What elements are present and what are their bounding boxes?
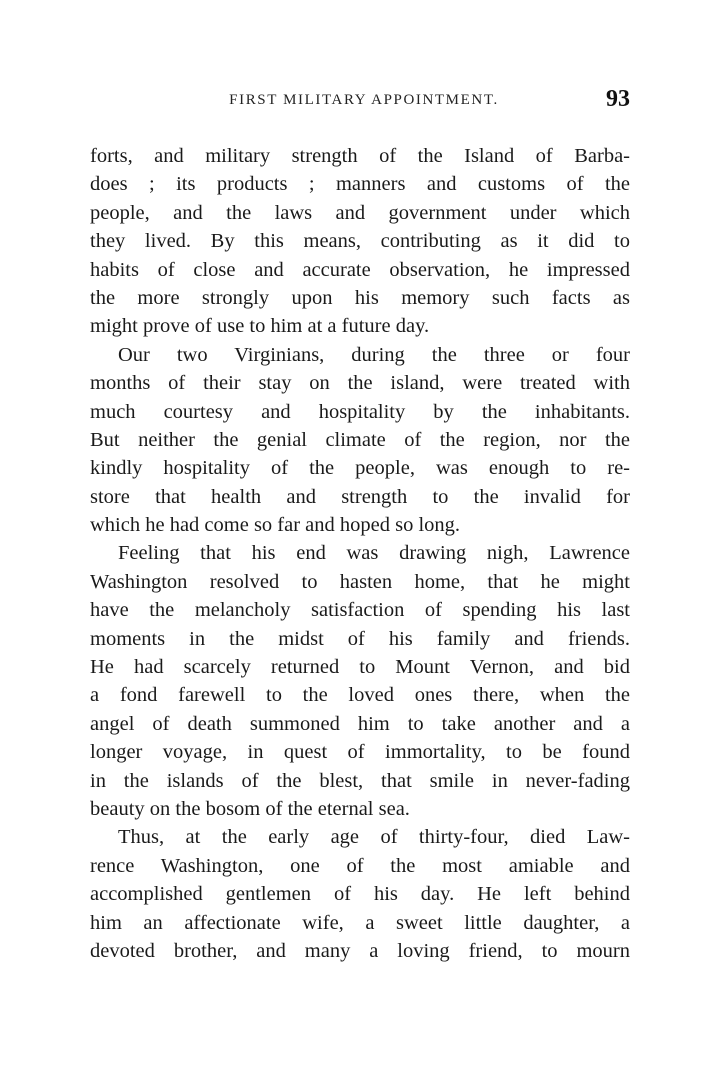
text-line: Washington resolved to hasten home, that he might [90, 570, 630, 593]
text-line: But neither the genial climate of the region, nor the [90, 428, 630, 451]
text-line: accomplished gentlemen of his day. He left behind [90, 883, 630, 906]
text-line: months of their stay on the island, were treated with [90, 372, 630, 395]
body-text [90, 142, 630, 965]
text-line: might prove of use to him at a future day. [90, 315, 430, 338]
text-line: much courtesy and hospitality by the inhabitants. [90, 400, 630, 423]
paragraph-first-line: Our two Virginians, during the three or four [118, 343, 630, 366]
text-line: store that health and strength to the invalid for [90, 485, 630, 508]
paragraph-first-line: Thus, at the early age of thirty-four, died Law- [118, 826, 630, 849]
text-line: in the islands of the blest, that smile in never-fading [90, 769, 630, 792]
text-line: rence Washington, one of the most amiable and [90, 854, 630, 877]
text-line: beauty on the bosom of the eternal sea. [90, 797, 410, 820]
text-line: which he had come so far and hoped so long. [90, 514, 461, 537]
text-line: kindly hospitality of the people, was enough to re- [90, 457, 630, 480]
text-line: He had scarcely returned to Mount Vernon, and bid [90, 656, 630, 679]
text-line: have the melancholy satisfaction of spending his last [90, 599, 630, 622]
paragraph-first-line: Feeling that his end was drawing nigh, Lawrence [118, 542, 630, 565]
text-line: people, and the laws and government under which [90, 201, 630, 224]
text-line: habits of close and accurate observation, he impressed [90, 258, 630, 281]
text-line: they lived. By this means, contributing as it did to [90, 230, 630, 253]
text-line: him an affectionate wife, a sweet little daughter, a [90, 911, 630, 934]
running-title: FIRST MILITARY APPOINTMENT. [229, 92, 499, 108]
book-page [90, 86, 630, 965]
page-number: 93 [606, 86, 630, 112]
text-line: the more strongly upon his memory such facts as [90, 286, 630, 309]
text-line: does ; its products ; manners and customs of the [90, 173, 630, 196]
text-line: devoted brother, and many a loving friend, to mourn [90, 939, 630, 962]
text-line: longer voyage, in quest of immortality, to be found [90, 741, 630, 764]
text-line: angel of death summoned him to take another and a [90, 712, 630, 735]
running-head [90, 86, 630, 122]
text-line: a fond farewell to the loved ones there, when the [90, 684, 630, 707]
text-line: moments in the midst of his family and friends. [90, 627, 630, 650]
text-line: forts, and military strength of the Island of Barba- [90, 145, 630, 167]
